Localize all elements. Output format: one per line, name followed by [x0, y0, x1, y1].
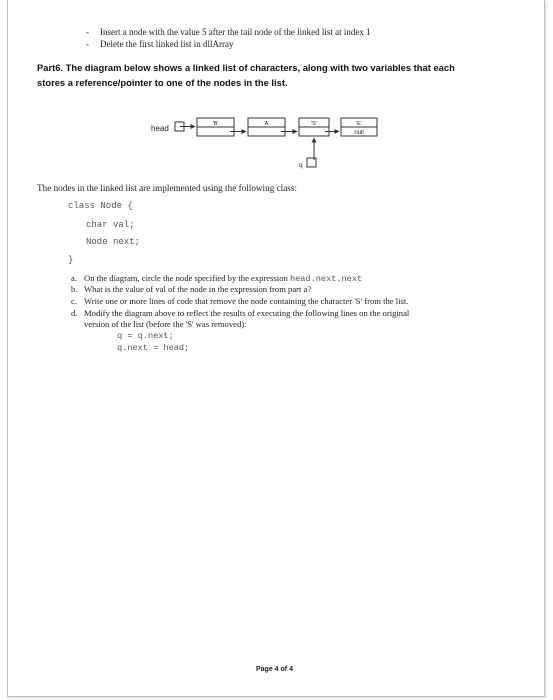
list-node	[248, 118, 285, 136]
code-line: char val;	[86, 220, 135, 230]
linked-list-diagram	[140, 108, 390, 170]
d-code-line: q = q.next;	[117, 331, 174, 341]
part6-heading-line2: stores a reference/pointer to one of the nodes in the list.	[37, 77, 288, 88]
bullet-item: - Delete the first linked list in dllArray	[86, 39, 234, 49]
list-node	[341, 118, 377, 136]
list-node	[299, 118, 329, 136]
code-line: class Node {	[68, 201, 133, 211]
q-label: q	[299, 162, 303, 169]
page-number: Page 4 of 4	[256, 666, 293, 673]
node-value: 'S'	[311, 121, 317, 127]
question-d: d. Modify the diagram above to reflect the results of executing the following lines on the original	[71, 308, 410, 318]
null-label: null	[354, 130, 364, 136]
question-b: b. What is the value of val of the node in the expression from part a?	[71, 284, 312, 294]
inline-code: head.next.next	[289, 274, 363, 284]
q-variable-box	[307, 158, 316, 167]
head-label: head	[151, 124, 169, 133]
document-page	[7, 0, 545, 697]
question-d-cont: version of the list (before the 'S' was removed):	[84, 319, 247, 329]
code-line: Node next;	[86, 237, 141, 247]
bullet-item: - Insert a node with the value 5 after the tail node of the linked list at index 1	[86, 27, 371, 37]
d-code-line: q.next = head;	[117, 343, 190, 353]
class-intro: The nodes in the linked list are implemented using the following class:	[37, 183, 298, 193]
question-a: a. On the diagram, circle the node specified by the expression head.next.next	[71, 273, 363, 284]
node-value: 'E'	[356, 121, 362, 127]
question-c: c. Write one or more lines of code that remove the node containing the character 'S' from the list.	[71, 296, 409, 306]
list-node	[197, 118, 234, 136]
code-line: }	[68, 255, 74, 265]
node-value: 'A'	[263, 121, 270, 127]
node-value: 'B'	[212, 121, 219, 127]
part6-heading-line1: Part6. The diagram below shows a linked list of characters, along with two variables that each	[37, 62, 455, 73]
